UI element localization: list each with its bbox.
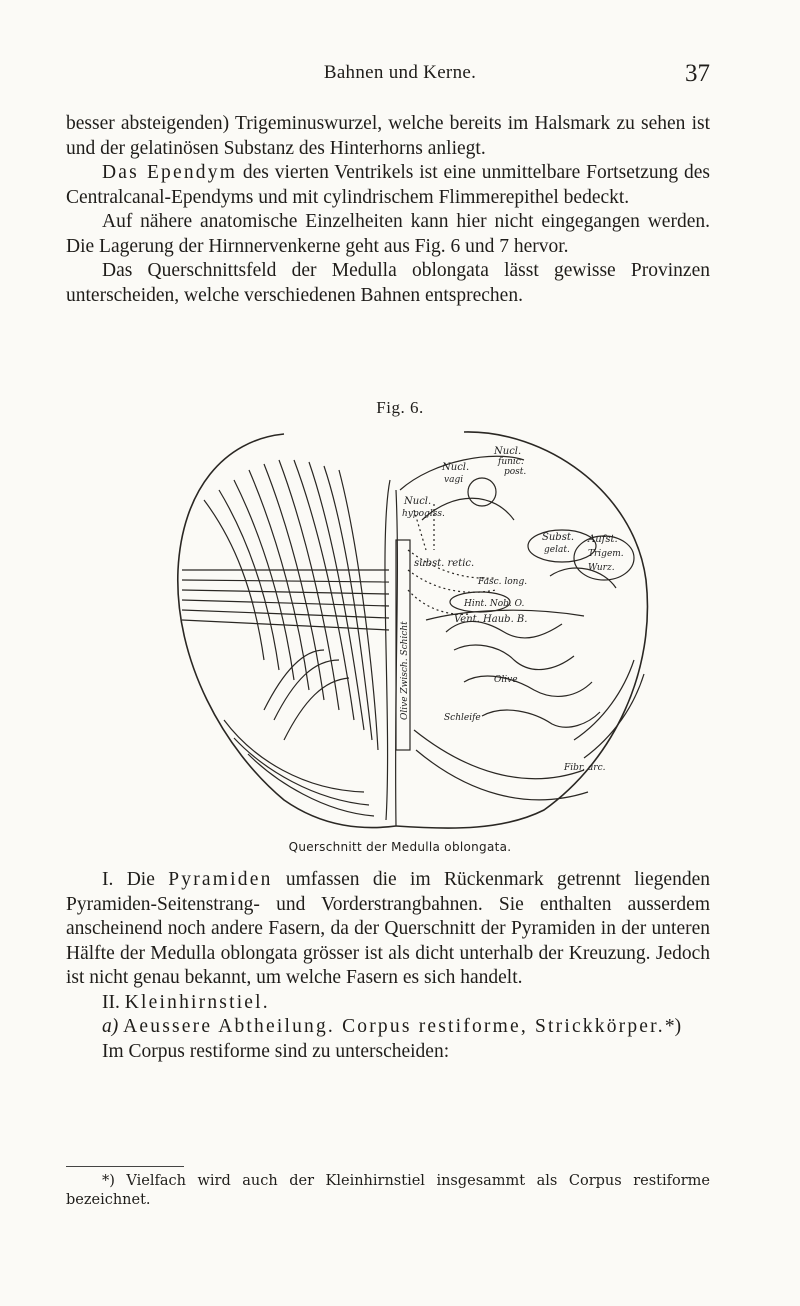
paragraph-text: des vierten Ventrikels ist eine unmittelbare Fortsetzung des Centralcanal-Ependyms und mit cylindrischem Flimmerepithel bedeckt. xyxy=(66,162,710,208)
running-title: Bahnen und Kerne. xyxy=(323,62,477,83)
paragraph-emphasis: Kleinhirnstiel. xyxy=(124,991,270,1013)
paragraph-text: besser absteigenden) Trigeminuswurzel, welche bereits im Halsmark zu sehen ist und der gelatinösen Substanz des Hinterhorns anliegt. xyxy=(66,113,710,159)
footnote-marker: *) xyxy=(664,1016,682,1037)
label-nucl-hypoglossi-2: hypoglss. xyxy=(402,509,445,519)
figure-caption: Querschnitt der Medulla oblongata. xyxy=(288,840,512,854)
label-nucl-hypoglossi-1: Nucl. xyxy=(404,496,432,507)
label-nucl-funic-2: funic. xyxy=(498,457,524,467)
label-nucl-funic-1: Nucl. xyxy=(494,446,522,457)
paragraph xyxy=(66,161,710,210)
paragraph xyxy=(66,210,710,259)
figure-label: Fig. 6. xyxy=(376,398,424,417)
label-lemn: Schleife xyxy=(444,713,481,723)
label-aufst-3: Wurz. xyxy=(588,563,615,573)
label-aufst-1: Aufst. xyxy=(588,534,618,545)
paragraph xyxy=(66,868,710,991)
label-subst-retic: subst. retic. xyxy=(414,558,475,569)
paragraph xyxy=(66,1040,710,1065)
label-nucl-olive: Hint. Nob. O. xyxy=(464,599,525,609)
body-text-bottom xyxy=(66,868,710,1064)
paragraph xyxy=(66,112,710,161)
paragraph-text: II. xyxy=(102,991,125,1013)
footnote xyxy=(66,1172,710,1210)
label-subst-gelat-2: gelat. xyxy=(544,545,570,555)
label-vertical: Olive Zwisch. Schicht xyxy=(400,621,410,720)
label-olive: Olive xyxy=(494,675,518,685)
label-nucl-vagi-1: Nucl. xyxy=(442,462,470,473)
label-fibr-arc: Fibr. arc. xyxy=(564,763,606,773)
label-nucl-funic-3: post. xyxy=(504,467,527,477)
running-head xyxy=(0,60,800,90)
medulla-cross-section-figure xyxy=(164,420,664,832)
body-text-top xyxy=(66,112,710,308)
figure-drawing xyxy=(164,420,664,832)
label-nucl-vagi-2: vagi xyxy=(444,475,464,485)
paragraph-text: Auf nähere anatomische Einzelheiten kann hier nicht eingegangen werden. Die Lagerung der Hirnnervenkerne geht aus Fig. 6 und 7 hervor. xyxy=(66,211,710,257)
paragraph xyxy=(66,1015,710,1040)
paragraph-text: I. Die xyxy=(102,869,169,890)
paragraph-text: a) xyxy=(102,1016,124,1037)
paragraph-text: Im Corpus restiforme sind zu unterscheiden: xyxy=(102,1040,450,1062)
paragraph-text: Das Querschnittsfeld der Medulla oblongata lässt gewisse Provinzen unterscheiden, welche verschiedenen Bahnen entsprechen. xyxy=(66,260,710,306)
footnote-rule xyxy=(66,1166,184,1167)
footnote-text: *) Vielfach wird auch der Kleinhirnstiel insgesammt als Corpus restiforme bezeichnet. xyxy=(66,1173,710,1208)
paragraph-lead: Das Ependym xyxy=(102,162,238,183)
paragraph xyxy=(66,259,710,308)
paragraph-emphasis: Pyramiden xyxy=(168,869,273,890)
label-form-retic: Fasc. long. xyxy=(478,577,528,587)
paragraph xyxy=(66,991,710,1016)
label-subst-gelat-1: Subst. xyxy=(542,532,575,543)
label-vent-haub: Vent. Haub. B. xyxy=(454,614,528,625)
paragraph-emphasis: Aeussere Abtheilung. Corpus restiforme, Strickkörper. xyxy=(123,1016,665,1037)
paragraph-text-rest: umfassen die im Rückenmark getrennt liegenden Pyramiden-Seitenstrang- und Vorderstrangbahnen. Sie enthalten ausserdem anscheinend noch andere Fasern, da der Querschnitt der Pyramiden in der unteren Hälfte der Medulla oblongata grösser ist als dicht unterhalb der Kreuzung. Jedoch ist nicht genau bekannt, um welche Fasern es sich handelt. xyxy=(66,869,710,988)
page-number: 37 xyxy=(685,60,710,87)
label-aufst-2: Trigem. xyxy=(588,549,624,559)
